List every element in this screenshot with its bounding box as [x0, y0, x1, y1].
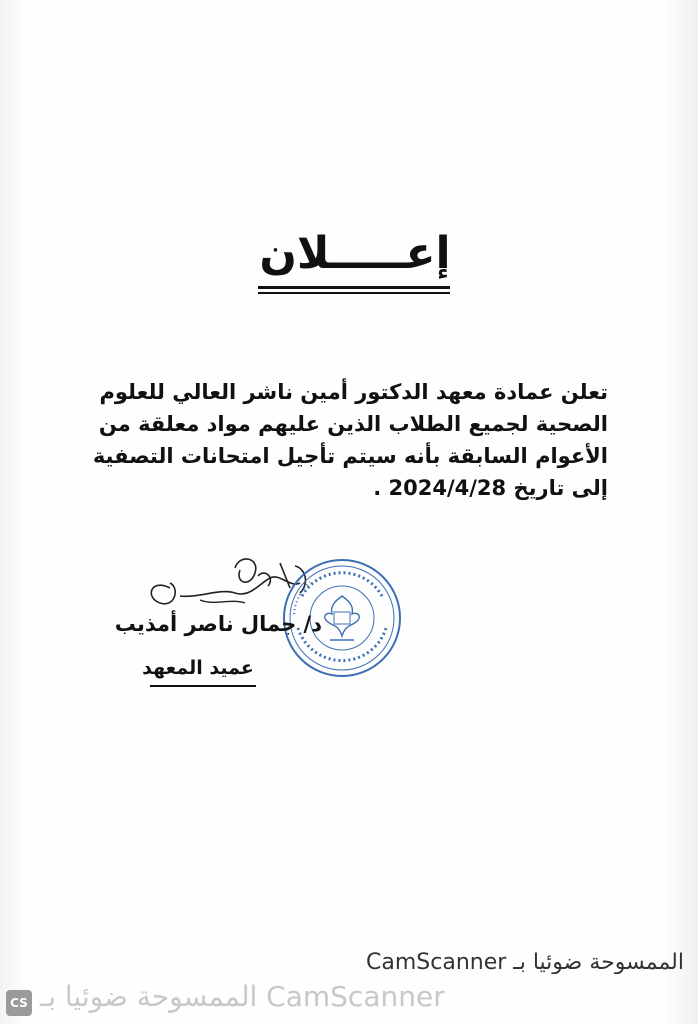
body-line: الأعوام السابقة بأنه سيتم تأجيل امتحانات التصفية	[92, 444, 608, 468]
camscanner-watermark: CamScanner الممسوحة ضوئيا بـ	[366, 950, 684, 974]
title-underline	[258, 286, 450, 289]
title-underline-double	[258, 292, 450, 294]
camscanner-footer: الممسوحة ضوئيا بـ CamScanner	[40, 980, 445, 1013]
camscanner-logo-icon: CS	[6, 990, 32, 1016]
announcement-body	[92, 376, 608, 504]
title-underline	[150, 685, 256, 687]
body-line: إلى تاريخ 2024/4/28 .	[373, 476, 608, 500]
signatory-name: د/ جمال ناصر أمذيب	[114, 612, 322, 636]
body-line: الصحية لجميع الطلاب الذين عليهم مواد معلقة من	[98, 412, 608, 436]
page-title: إعـــــلان	[259, 228, 451, 279]
body-line: تعلن عمادة معهد الدكتور أمين ناشر العالي للعلوم	[99, 380, 608, 404]
signatory-title: عميد المعهد	[142, 657, 254, 679]
